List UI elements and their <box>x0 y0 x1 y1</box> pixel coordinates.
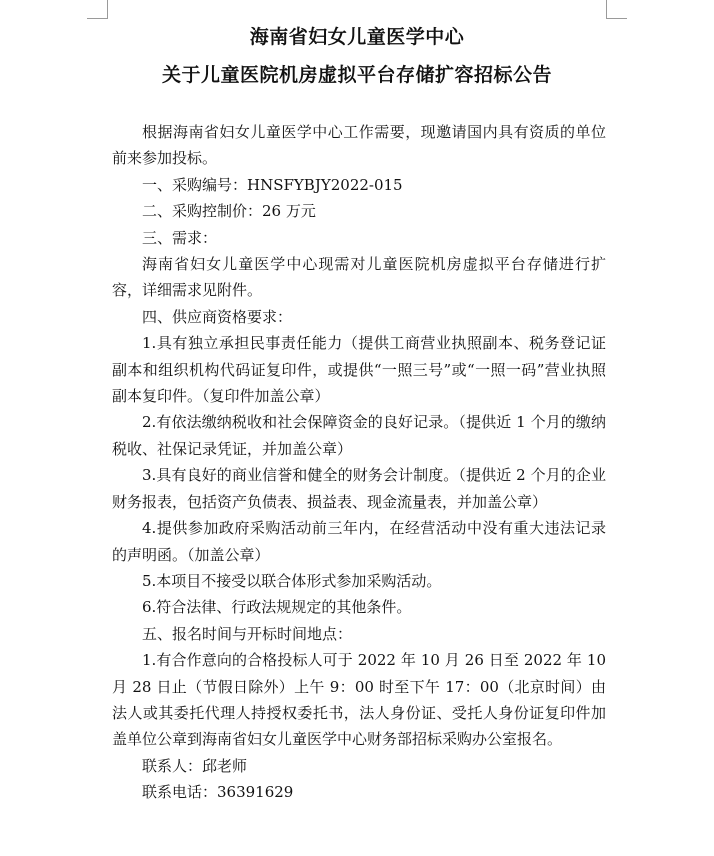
registration-heading: 五、报名时间与开标时间地点： <box>142 624 353 643</box>
document-title-org: 海南省妇女儿童医学中心 <box>249 26 465 48</box>
qualification-item: 2.有依法缴纳税收和社会保障资金的良好记录。（提供近 1 个月的缴纳税收、社保记录凭证，并加盖公章） <box>112 413 606 458</box>
contact-person: 联系人：邱老师 <box>142 756 248 775</box>
document-title-subject: 关于儿童医院机房虚拟平台存储扩容招标公告 <box>161 64 552 86</box>
document-body <box>112 119 606 806</box>
requirements-heading: 三、需求： <box>142 228 218 247</box>
qualification-item: 6.符合法律、行政法规规定的其他条件。 <box>142 598 412 617</box>
page-corner-mark-top-right <box>606 0 627 19</box>
requirements-text: 海南省妇女儿童医学中心现需对儿童医院机房虚拟平台存储进行扩容，详细需求见附件。 <box>112 255 606 300</box>
registration-item: 1.有合作意向的合格投标人可于 2022 年 10 月 26 日至 2022 年 10 月 28 日止（节假日除外）上午 9：00 时至下午 17：00（北京时间）由法人或其委托代理人持授权委托书，法人身份证、受托人身份证复印件加盖单位公章到海南省妇女儿童医学中心财务部招标采购办公室报名。 <box>112 651 606 749</box>
qualification-heading: 四、供应商资格要求： <box>142 307 293 326</box>
contact-phone: 联系电话：36391629 <box>142 783 294 802</box>
qualification-item: 4.提供参加政府采购活动前三年内，在经营活动中没有重大违法记录的声明函。（加盖公章） <box>112 519 606 564</box>
qualification-item: 5.本项目不接受以联合体形式参加采购活动。 <box>142 571 442 590</box>
qualification-item: 1.具有独立承担民事责任能力（提供工商营业执照副本、税务登记证副本和组织机构代码证复印件，或提供“一照三号”或“一照一码”营业执照副本复印件。（复印件加盖公章） <box>112 334 606 406</box>
procurement-number: 一、采购编号：HNSFYBJY2022-015 <box>142 175 403 194</box>
intro-paragraph: 根据海南省妇女儿童医学中心工作需要，现邀请国内具有资质的单位前来参加投标。 <box>112 123 606 168</box>
page-corner-mark-top-left <box>87 0 108 19</box>
control-price: 二、采购控制价：26 万元 <box>142 202 316 221</box>
qualification-item: 3.具有良好的商业信誉和健全的财务会计制度。（提供近 2 个月的企业财务报表，包括资产负债表、损益表、现金流量表，并加盖公章） <box>112 466 606 511</box>
